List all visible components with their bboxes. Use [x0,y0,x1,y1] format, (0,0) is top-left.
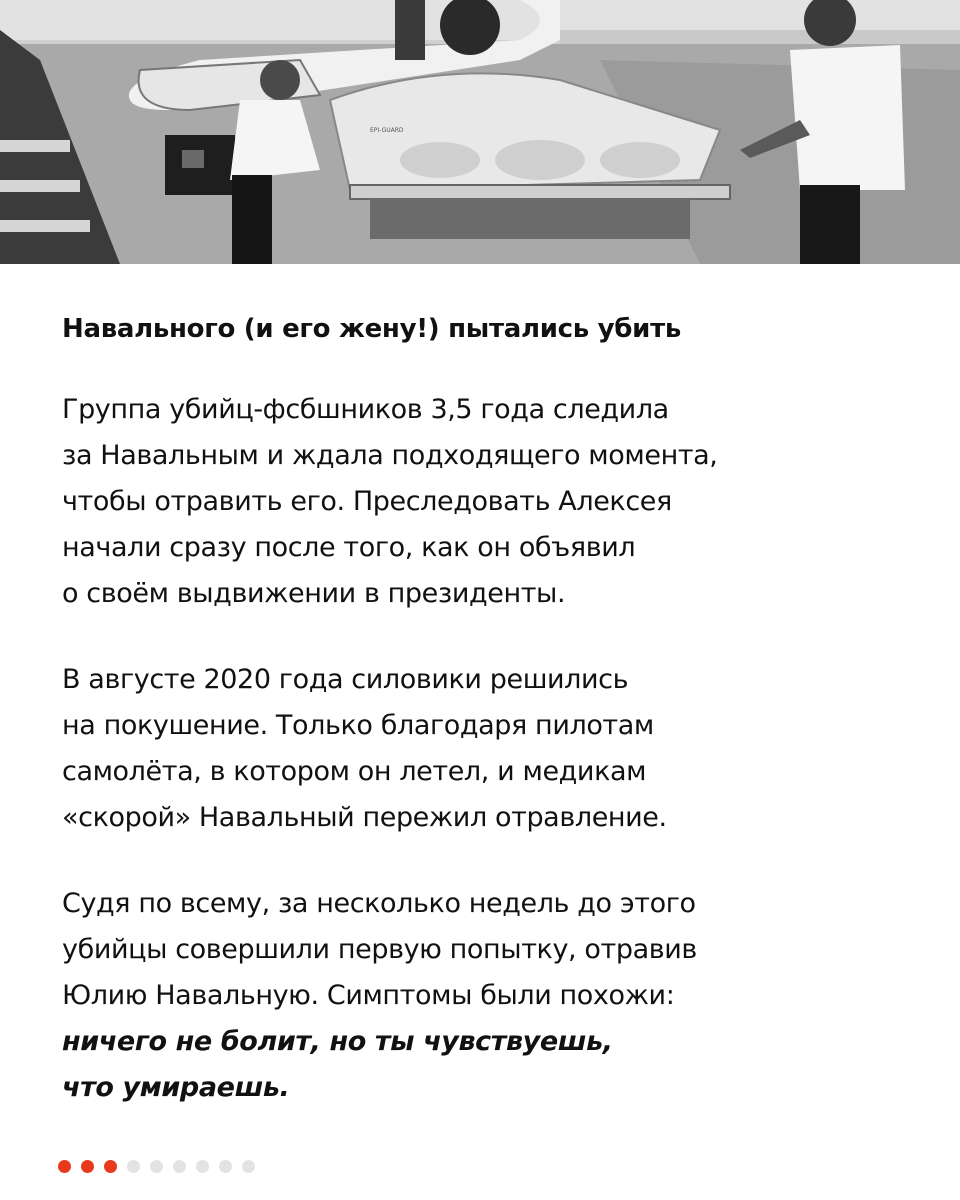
article-heading: Навального (и его жену!) пытались убить [62,314,681,344]
stretcher-label: EPI-GUARD [370,127,404,134]
paragraph-line: за Навальным и ждала подходящего момента, [62,440,718,471]
hero-photo-illustration [0,0,960,264]
paragraph-line: на покушение. Только благодаря пилотам [62,710,654,741]
pagination-dot[interactable] [219,1160,232,1173]
pagination-dot[interactable] [242,1160,255,1173]
paragraph-2 [62,657,922,841]
pagination-dot[interactable] [196,1160,209,1173]
paragraph-line: начали сразу после того, как он объявил [62,532,636,563]
pagination-dot[interactable] [58,1160,71,1173]
paragraph-line: Группа убийц-фсбшников 3,5 года следила [62,394,669,425]
pagination-dot[interactable] [104,1160,117,1173]
paragraph-line: о своём выдвижении в президенты. [62,578,566,609]
hero-photo [0,0,960,264]
pagination-dot[interactable] [127,1160,140,1173]
emphasis-line: ничего не болит, но ты чувствуешь, [62,1026,613,1057]
paragraph-line: Судя по всему, за несколько недель до этого [62,888,696,919]
pagination-dots [58,1160,255,1173]
paragraph-line: Юлию Навальную. Симптомы были похожи: [62,980,675,1011]
pagination-dot[interactable] [81,1160,94,1173]
paragraph-line: «скорой» Навальный пережил отравление. [62,802,667,833]
paragraph-1 [62,387,922,617]
paragraph-line: чтобы отравить его. Преследовать Алексея [62,486,672,517]
article-content [62,305,922,1111]
pagination-dot[interactable] [173,1160,186,1173]
paragraph-line: убийцы совершили первую попытку, отравив [62,934,697,965]
paragraph-3 [62,881,922,1111]
paragraph-line: самолёта, в котором он летел, и медикам [62,756,647,787]
emphasis-line: что умираешь. [62,1072,290,1103]
paragraph-line: В августе 2020 года силовики решились [62,664,629,695]
pagination-dot[interactable] [150,1160,163,1173]
